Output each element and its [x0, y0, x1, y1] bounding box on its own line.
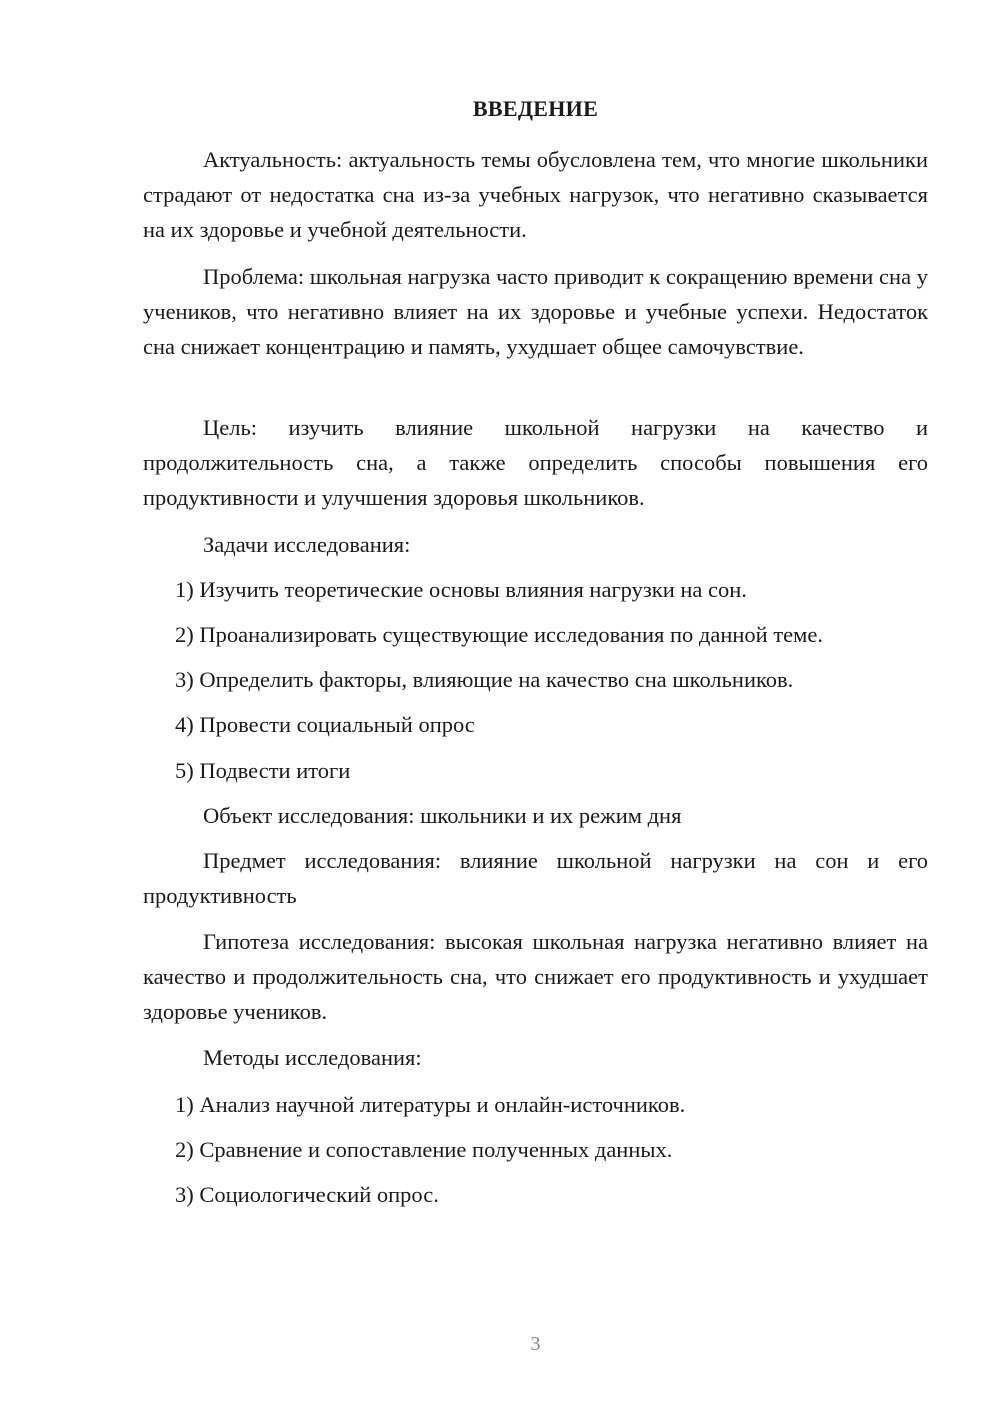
- list-item: 1) Изучить теоретические основы влияния нагрузки на сон.: [175, 577, 747, 602]
- page-number: 3: [530, 1333, 541, 1355]
- goal-paragraph: Цель: изучить влияние школьной нагрузки на качество и продолжительность сна, а также определить способы повышения его продуктивности и улучшения здоровья школьников.: [143, 415, 928, 510]
- list-item: 3) Социологический опрос.: [175, 1182, 439, 1207]
- subject-paragraph: Предмет исследования: влияние школьной нагрузки на сон и его продуктивность: [143, 848, 928, 908]
- relevance-paragraph: Актуальность: актуальность темы обусловлена тем, что многие школьники страдают от недостатка сна из-за учебных нагрузок, что негативно сказывается на их здоровье и учебной деятельности.: [143, 147, 928, 242]
- list-item: 2) Проанализировать существующие исследования по данной теме.: [175, 622, 824, 647]
- tasks-label: Задачи исследования:: [203, 532, 411, 557]
- problem-paragraph: Проблема: школьная нагрузка часто приводит к сокращению времени сна у учеников, что негативно влияет на их здоровье и учебные успехи. Недостаток сна снижает концентрацию и память, ухудшает общее самочувствие.: [143, 264, 928, 359]
- methods-label: Методы исследования:: [203, 1045, 422, 1070]
- list-item: 3) Определить факторы, влияющие на качество сна школьников.: [175, 667, 794, 692]
- list-item: 4) Провести социальный опрос: [175, 712, 475, 737]
- object-paragraph: Объект исследования: школьники и их режим дня: [203, 803, 682, 828]
- list-item: 1) Анализ научной литературы и онлайн-источников.: [175, 1092, 686, 1117]
- list-item: 5) Подвести итоги: [175, 758, 351, 783]
- page-title: ВВЕДЕНИЕ: [472, 96, 599, 121]
- hypothesis-paragraph: Гипотеза исследования: высокая школьная нагрузка негативно влияет на качество и продолжительность сна, что снижает его продуктивность и ухудшает здоровье учеников.: [143, 929, 928, 1024]
- list-item: 2) Сравнение и сопоставление полученных данных.: [175, 1137, 673, 1162]
- document-page: [143, 0, 928, 1414]
